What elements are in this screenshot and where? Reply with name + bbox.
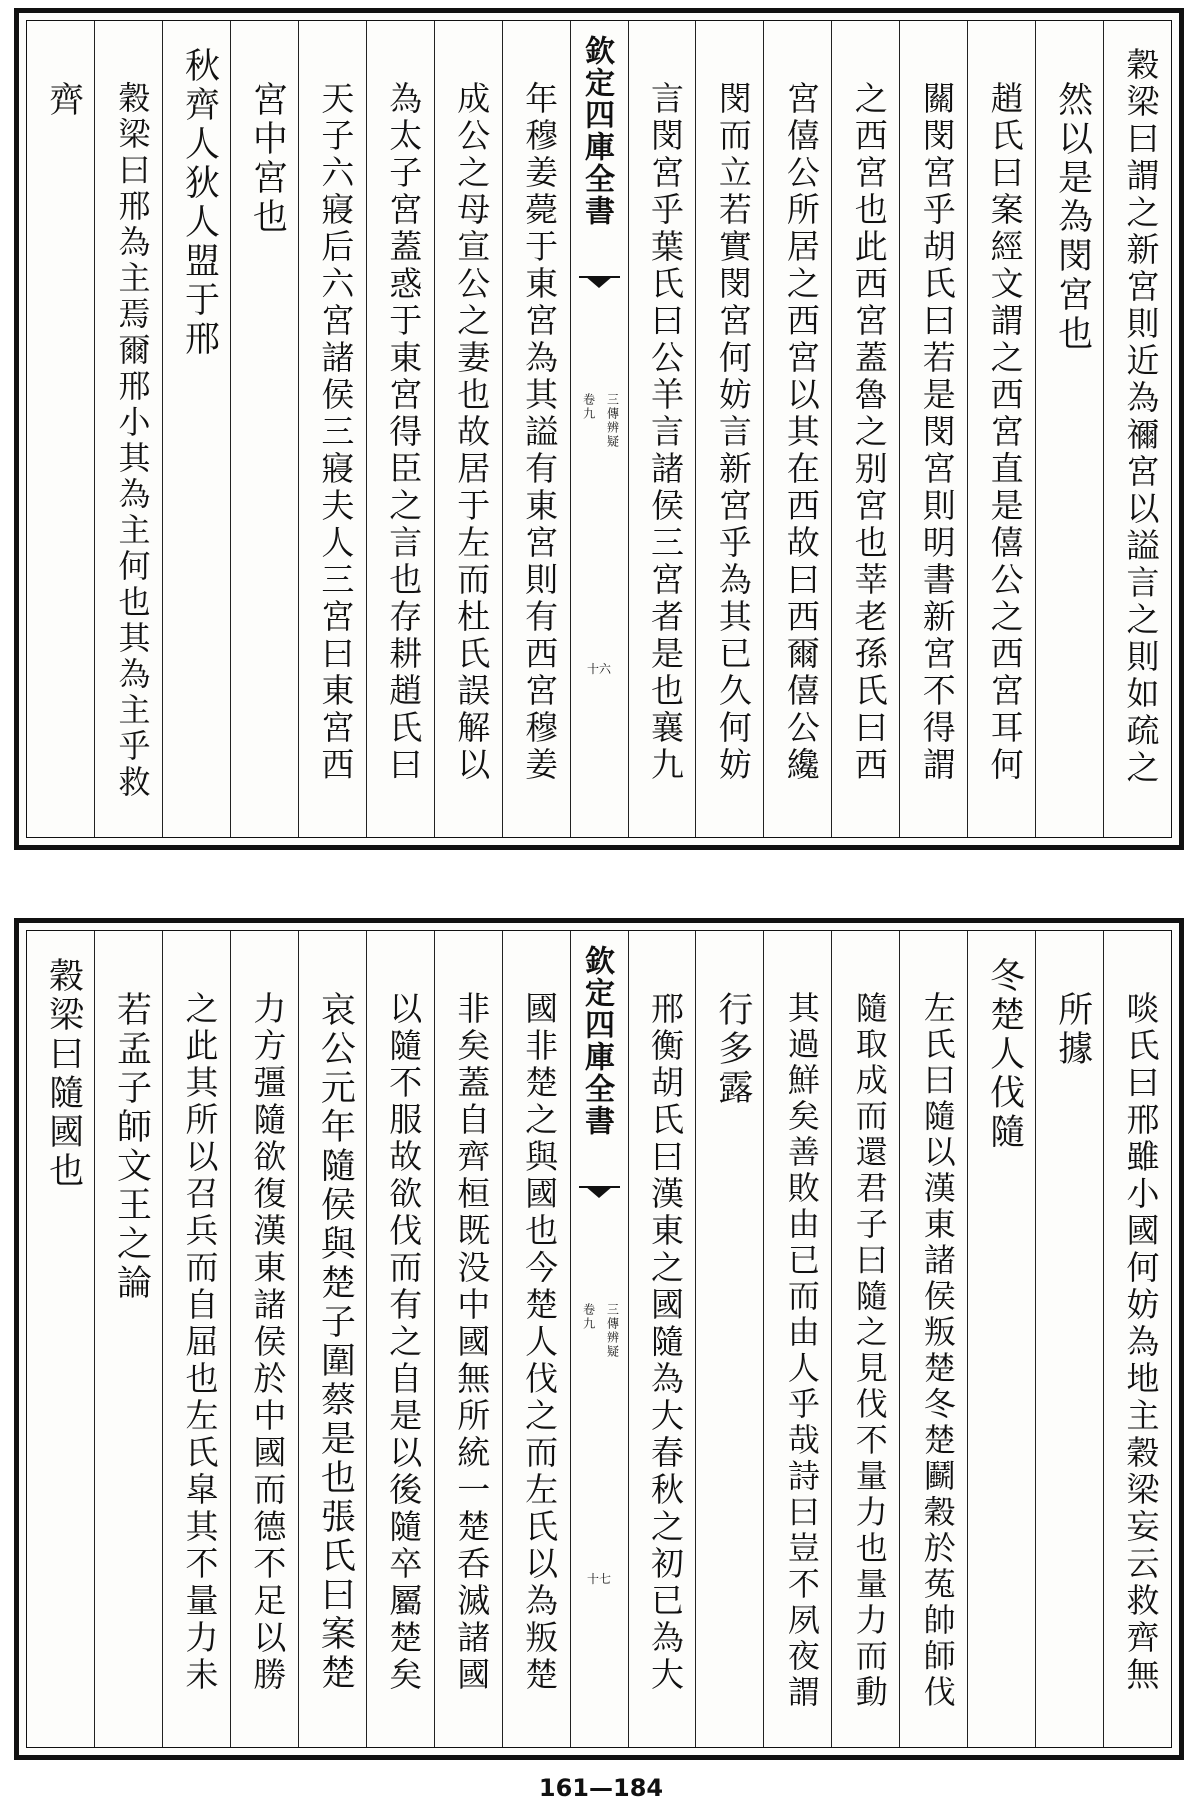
column-text: 冬楚人伐隨 [984,957,1025,1152]
text-column [230,931,298,1747]
text-column [298,931,366,1747]
column-text: 國非楚之與國也今楚人伐之而左氏以為叛楚 [520,991,560,1694]
text-column [695,21,763,837]
column-text: 宮僖公所居之西宮以其在西故曰西爾僖公纔 [781,81,821,784]
column-text: 邢衡胡氏曰漢東之國隨為大春秋之初已為大 [645,991,685,1694]
column-text: 哀公元年隨侯與楚子圍蔡是也張氏曰案楚 [315,991,356,1693]
folio-number: 十六 [587,662,612,676]
text-column [502,931,570,1747]
book-name: 三傳辨疑 [605,1303,620,1359]
text-column [162,21,230,837]
text-column [298,21,366,837]
column-text: 左氏曰隨以漢東諸侯叛楚冬楚鬬穀於菟帥師伐 [918,991,957,1711]
column-text: 秋齊人狄人盟于邢 [179,47,220,359]
column-text: 穀梁曰邢為主焉爾邢小其為主何也其為主乎救 [113,81,152,801]
column-text: 年穆姜薨于東宮為其謚有東宮則有西宮穆姜 [520,81,560,784]
text-column [628,931,696,1747]
book-title: 欽定四庫全書 [579,35,615,227]
book-title: 欽定四庫全書 [579,945,615,1137]
text-column [230,21,298,837]
top-page [14,8,1184,850]
column-text: 非矣蓋自齊桓既没中國無所統一楚呑滅諸國 [452,991,492,1694]
column-text: 關閔宮乎胡氏曰若是閔宮則明書新宮不得謂 [917,81,957,784]
column-text: 宮中宮也 [247,81,288,237]
column-text: 齊 [43,81,84,120]
column-text: 之西宮也此西宮蓋魯之别宮也莘老孫氏曰西 [849,81,889,784]
text-column [27,21,94,837]
text-column [899,931,967,1747]
volume-label: 卷九 [581,1303,596,1331]
column-text: 趙氏曰案經文謂之西宮直是僖公之西宮耳何 [985,81,1025,784]
text-column [366,21,434,837]
text-column [502,21,570,837]
text-column [1035,931,1103,1747]
column-text: 天子六寢后六宮諸侯三寢夫人三宮曰東宮西 [316,81,356,784]
text-column [162,931,230,1747]
text-column [27,931,94,1747]
text-column [628,21,696,837]
text-column [763,21,831,837]
column-text: 之此其所以召兵而自屈也左氏皐其不量力未 [180,991,220,1694]
column-text: 其過鮮矣善敗由已而由人乎哉詩曰豈不夙夜謂 [782,991,821,1711]
text-column [763,931,831,1747]
column-text: 成公之母宣公之妻也故居于左而杜氏誤解以 [452,81,492,784]
column-text: 穀梁曰隨國也 [43,957,84,1191]
fish-tail-mark [579,276,620,292]
text-column [434,21,502,837]
column-text: 言閔宮乎葉氏曰公羊言諸侯三宮者是也襄九 [645,81,685,784]
text-column [366,931,434,1747]
bottom-page-frame [26,930,1172,1748]
text-column [831,931,899,1747]
column-text: 閔而立若實閔宮何妨言新宮乎為其已久何妨 [713,81,753,784]
text-column [434,931,502,1747]
folio-number: 十七 [587,1572,612,1586]
column-text: 力方彊隨欲復漢東諸侯於中國而德不足以勝 [248,991,288,1694]
text-column [94,931,162,1747]
column-text: 若孟子師文王之論 [111,991,152,1303]
column-text: 穀梁曰謂之新宮則近為禰宮以謚言之則如疏之 [1121,47,1161,787]
text-column [1103,21,1171,837]
column-text: 然以是為閔宮也 [1052,81,1093,354]
bottom-page-columns [27,931,1171,1747]
text-column [831,21,899,837]
top-page-frame [26,20,1172,838]
center-margin [570,21,628,837]
column-text: 為太子宮蓋惑于東宮得臣之言也存耕趙氏曰 [384,81,424,784]
column-text: 啖氏曰邢雖小國何妨為地主穀梁妄云救齊無 [1121,991,1161,1694]
text-column [967,931,1035,1747]
text-column [1103,931,1171,1747]
column-text: 行多露 [712,991,753,1108]
text-column [1035,21,1103,837]
text-column [94,21,162,837]
page-number: 161—184 [538,1774,664,1802]
text-column [695,931,763,1747]
bottom-page [14,918,1184,1760]
center-margin [570,931,628,1747]
volume-label: 卷九 [581,393,596,421]
text-column [967,21,1035,837]
fish-tail-mark [579,1186,620,1202]
column-text: 以隨不服故欲伐而有之自是以後隨卒屬楚矣 [384,991,424,1694]
top-page-columns [27,21,1171,837]
column-text: 所據 [1052,991,1093,1069]
column-text: 隨取成而還君子曰隨之見伐不量力也量力而動 [850,991,889,1711]
book-name: 三傳辨疑 [605,393,620,449]
text-column [899,21,967,837]
